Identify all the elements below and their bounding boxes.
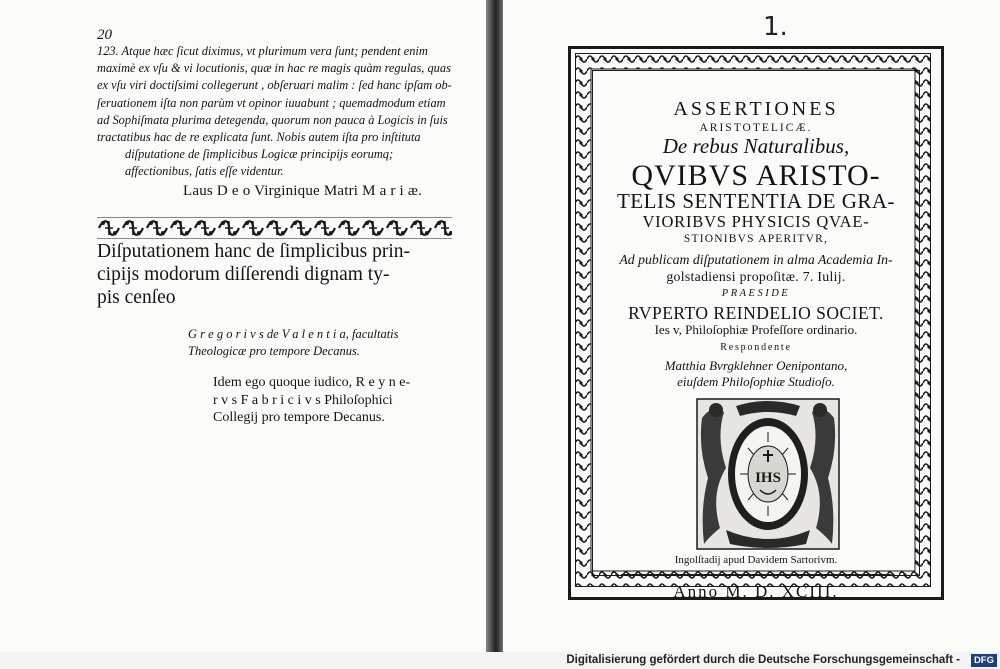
imprimatur-line: Diſputationem hanc de ſimplicibus prin- bbox=[97, 241, 411, 262]
imprint: Ingolſtadij apud Davidem Sartorivm. bbox=[674, 554, 838, 566]
laus-deo: Laus D e o Virginique Matri M a r i æ. bbox=[183, 183, 423, 199]
paragraph-line: ex vſu viri doctiſsimi collegerunt , obſeruari malim : ſed hanc ipſam ob- bbox=[97, 78, 452, 93]
title-page-frame bbox=[568, 46, 944, 600]
imprimatur-line: pis cenſeo bbox=[97, 287, 176, 308]
title-line: Respondente bbox=[720, 342, 792, 353]
paragraph-line: tractatibus hac de re explicata ſunt. Nobis autem iſta pro inſtituta bbox=[97, 130, 421, 145]
dfg-credit-text: Digitalisierung gefördert durch die Deutsche Forschungsgemeinschaft - bbox=[566, 654, 960, 666]
page-number: 20 bbox=[97, 27, 112, 43]
ihs-cartouche-icon bbox=[696, 398, 840, 550]
signature-line: Idem ego quoque iudico, R e y n e- bbox=[213, 375, 411, 390]
title-line: QVIBVS ARISTO- bbox=[631, 159, 881, 192]
title-line: De rebus Naturalibus, bbox=[662, 134, 850, 158]
paragraph-line: diſputatione de ſimplicibus Logicæ principijs eorumq; bbox=[125, 147, 394, 162]
title-line: ARISTOTELICÆ. bbox=[699, 122, 813, 134]
signature-line: Theologicæ pro tempore Decanus. bbox=[188, 344, 360, 358]
paragraph-line: affectionibus, ſatis eſſe videntur. bbox=[125, 164, 284, 179]
title-page-text-block bbox=[592, 70, 920, 601]
folio-annotation: 1. bbox=[763, 12, 788, 42]
paragraph-line: maximè ex vſu & vi locutionis, quæ in hac re magis quàm regulas, quas bbox=[97, 61, 451, 76]
title-line: eiuſdem Philoſophiæ Studioſo. bbox=[677, 374, 835, 389]
emblem-monogram: IHS bbox=[755, 470, 781, 486]
signature-line: G r e g o r i v s de V a l e n t i a, facultatis bbox=[188, 327, 399, 341]
paragraph-line: ad Sophiſmata plurima detegenda, quorum non pauca à Logicis in ſuis bbox=[97, 112, 448, 127]
signature-fabricius bbox=[213, 374, 453, 427]
fleuron-band-icon bbox=[97, 217, 452, 239]
signature-line: Collegij pro tempore Decanus. bbox=[213, 410, 385, 425]
title-line: TELIS SENTENTIA DE GRA- bbox=[616, 189, 896, 213]
title-line: Ad publicam diſputationem in alma Academia In- bbox=[619, 252, 893, 267]
left-page bbox=[0, 0, 487, 652]
paragraph-line: 123. Atque hæc ſicut diximus, vt plurimum vera ſunt; pendent enim bbox=[97, 44, 428, 58]
imprimatur-line: cipijs modorum diſſerendi dignam ty- bbox=[97, 264, 390, 285]
title-line: STIONIBVS APERITVR, bbox=[683, 233, 829, 245]
dfg-logo[interactable]: DFG bbox=[971, 654, 997, 667]
title-line: VIORIBVS PHYSICIS QVAE- bbox=[642, 212, 870, 231]
divider bbox=[621, 574, 891, 575]
title-line: Ies v, Philoſophiæ Profeſſore ordinario. bbox=[654, 322, 858, 337]
title-line: golstadiensi propoſitæ. 7. Iulij. bbox=[666, 269, 846, 284]
title-line: RVPERTO REINDELIO SOCIET. bbox=[628, 303, 884, 323]
book-gutter bbox=[486, 0, 504, 669]
title-line: ASSERTIONES bbox=[673, 98, 839, 120]
imprimatur-text bbox=[97, 240, 452, 309]
paragraph-line: ſeruationem iſta non parùm vt opinor iuuabunt ; quemadmodum etiam bbox=[97, 95, 446, 110]
signature-line: r v s F a b r i c i v s Philoſophici bbox=[213, 392, 393, 408]
publication-year: Anno M. D. XCIII. bbox=[673, 582, 839, 601]
title-line: Matthia Bvrgklehner Oenipontano, bbox=[664, 358, 848, 373]
digitization-footer bbox=[0, 652, 1000, 669]
title-line: PRAESIDE bbox=[721, 288, 791, 299]
closing-paragraph bbox=[97, 43, 452, 181]
signature-valentia bbox=[188, 326, 453, 360]
